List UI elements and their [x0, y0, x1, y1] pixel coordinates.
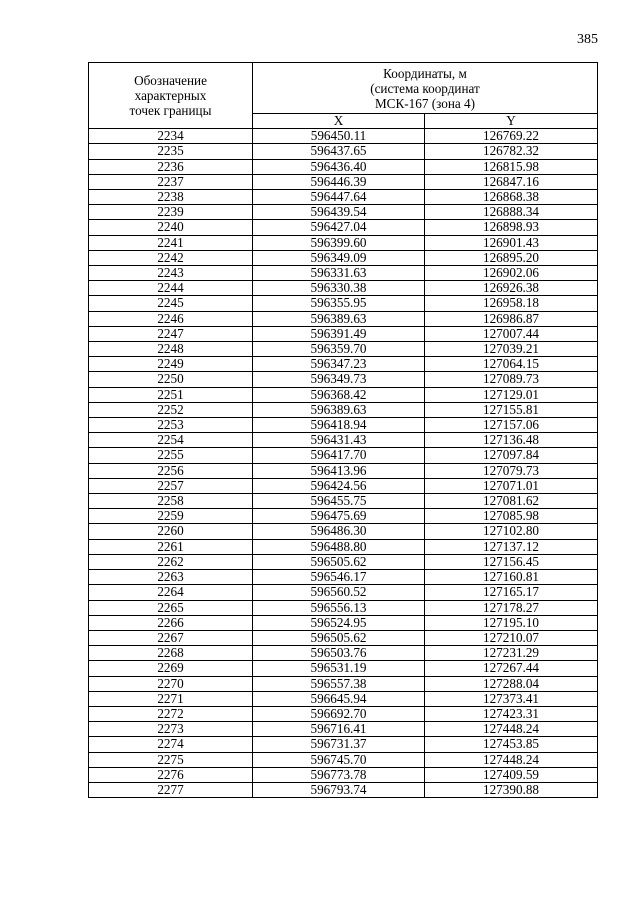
y-coordinate-cell: 126847.16 — [425, 174, 598, 189]
x-coordinate-cell: 596531.19 — [253, 661, 425, 676]
x-coordinate-cell: 596349.73 — [253, 372, 425, 387]
table-row — [89, 326, 598, 341]
y-coordinate-cell: 126926.38 — [425, 281, 598, 296]
header-label-line: характерных — [134, 88, 207, 104]
y-coordinate-cell: 127160.81 — [425, 570, 598, 585]
x-coordinate-cell: 596331.63 — [253, 266, 425, 281]
x-coordinate-cell: 596447.64 — [253, 190, 425, 205]
y-coordinate-cell: 127136.48 — [425, 433, 598, 448]
x-coordinate-cell: 596716.41 — [253, 722, 425, 737]
point-id-cell: 2237 — [89, 174, 253, 189]
point-id-cell: 2235 — [89, 144, 253, 159]
x-coordinate-cell: 596391.49 — [253, 326, 425, 341]
point-id-cell: 2275 — [89, 752, 253, 767]
x-coordinate-cell: 596349.09 — [253, 250, 425, 265]
header-label-line: точек границы — [129, 103, 212, 119]
point-id-cell: 2238 — [89, 190, 253, 205]
x-coordinate-cell: 596347.23 — [253, 357, 425, 372]
table-row — [89, 706, 598, 721]
y-coordinate-cell: 127390.88 — [425, 782, 598, 797]
x-coordinate-cell: 596368.42 — [253, 387, 425, 402]
header-label-line: Обозначение — [134, 73, 207, 89]
point-id-cell: 2247 — [89, 326, 253, 341]
y-coordinate-cell: 127157.06 — [425, 418, 598, 433]
y-coordinate-cell: 126888.34 — [425, 205, 598, 220]
y-coordinate-cell: 127129.01 — [425, 387, 598, 402]
point-id-cell: 2260 — [89, 524, 253, 539]
table-row — [89, 220, 598, 235]
y-coordinate-cell: 127137.12 — [425, 539, 598, 554]
table-row — [89, 387, 598, 402]
table-row — [89, 524, 598, 539]
page-number: 385 — [577, 32, 598, 47]
table-row — [89, 600, 598, 615]
point-id-cell: 2269 — [89, 661, 253, 676]
table-row — [89, 463, 598, 478]
point-id-cell: 2277 — [89, 782, 253, 797]
table-row — [89, 342, 598, 357]
y-coordinate-cell: 127071.01 — [425, 478, 598, 493]
x-coordinate-cell: 596503.76 — [253, 646, 425, 661]
y-coordinate-cell: 127079.73 — [425, 463, 598, 478]
x-coordinate-cell: 596450.11 — [253, 129, 425, 144]
table-row — [89, 250, 598, 265]
y-coordinate-cell: 127102.80 — [425, 524, 598, 539]
point-id-cell: 2248 — [89, 342, 253, 357]
x-coordinate-cell: 596437.65 — [253, 144, 425, 159]
y-coordinate-cell: 127453.85 — [425, 737, 598, 752]
point-id-cell: 2242 — [89, 250, 253, 265]
point-id-cell: 2254 — [89, 433, 253, 448]
x-coordinate-cell: 596475.69 — [253, 509, 425, 524]
x-coordinate-cell: 596355.95 — [253, 296, 425, 311]
x-coordinate-cell: 596427.04 — [253, 220, 425, 235]
header-y: Y — [425, 114, 598, 129]
y-coordinate-cell: 127373.41 — [425, 691, 598, 706]
x-coordinate-cell: 596399.60 — [253, 235, 425, 250]
point-id-cell: 2241 — [89, 235, 253, 250]
y-coordinate-cell: 126902.06 — [425, 266, 598, 281]
table-row — [89, 144, 598, 159]
table-row — [89, 752, 598, 767]
point-id-cell: 2261 — [89, 539, 253, 554]
table-row — [89, 281, 598, 296]
x-coordinate-cell: 596745.70 — [253, 752, 425, 767]
y-coordinate-cell: 127409.59 — [425, 767, 598, 782]
x-coordinate-cell: 596645.94 — [253, 691, 425, 706]
x-coordinate-cell: 596524.95 — [253, 615, 425, 630]
point-id-cell: 2257 — [89, 478, 253, 493]
point-id-cell: 2243 — [89, 266, 253, 281]
point-id-cell: 2246 — [89, 311, 253, 326]
y-coordinate-cell: 126898.93 — [425, 220, 598, 235]
point-id-cell: 2240 — [89, 220, 253, 235]
point-id-cell: 2259 — [89, 509, 253, 524]
table-row — [89, 722, 598, 737]
point-id-cell: 2249 — [89, 357, 253, 372]
y-coordinate-cell: 127267.44 — [425, 661, 598, 676]
y-coordinate-cell: 126782.32 — [425, 144, 598, 159]
table-row — [89, 129, 598, 144]
point-id-cell: 2256 — [89, 463, 253, 478]
x-coordinate-cell: 596439.54 — [253, 205, 425, 220]
y-coordinate-cell: 127064.15 — [425, 357, 598, 372]
x-coordinate-cell: 596436.40 — [253, 159, 425, 174]
point-id-cell: 2251 — [89, 387, 253, 402]
y-coordinate-cell: 127448.24 — [425, 752, 598, 767]
point-id-cell: 2234 — [89, 129, 253, 144]
x-coordinate-cell: 596389.63 — [253, 311, 425, 326]
table-row — [89, 372, 598, 387]
table-row — [89, 737, 598, 752]
header-point-label — [89, 63, 253, 129]
x-coordinate-cell: 596431.43 — [253, 433, 425, 448]
x-coordinate-cell: 596773.78 — [253, 767, 425, 782]
x-coordinate-cell: 596417.70 — [253, 448, 425, 463]
y-coordinate-cell: 126901.43 — [425, 235, 598, 250]
table-row — [89, 494, 598, 509]
point-id-cell: 2268 — [89, 646, 253, 661]
x-coordinate-cell: 596731.37 — [253, 737, 425, 752]
y-coordinate-cell: 127423.31 — [425, 706, 598, 721]
y-coordinate-cell: 126958.18 — [425, 296, 598, 311]
point-id-cell: 2266 — [89, 615, 253, 630]
y-coordinate-cell: 127097.84 — [425, 448, 598, 463]
x-coordinate-cell: 596488.80 — [253, 539, 425, 554]
table-row — [89, 478, 598, 493]
y-coordinate-cell: 127039.21 — [425, 342, 598, 357]
table-row — [89, 676, 598, 691]
x-coordinate-cell: 596793.74 — [253, 782, 425, 797]
y-coordinate-cell: 127007.44 — [425, 326, 598, 341]
x-coordinate-cell: 596486.30 — [253, 524, 425, 539]
x-coordinate-cell: 596692.70 — [253, 706, 425, 721]
point-id-cell: 2250 — [89, 372, 253, 387]
table-row — [89, 767, 598, 782]
y-coordinate-cell: 127156.45 — [425, 554, 598, 569]
table-row — [89, 433, 598, 448]
table-row — [89, 174, 598, 189]
table-row — [89, 691, 598, 706]
point-id-cell: 2276 — [89, 767, 253, 782]
table-row — [89, 615, 598, 630]
x-coordinate-cell: 596359.70 — [253, 342, 425, 357]
point-id-cell: 2272 — [89, 706, 253, 721]
y-coordinate-cell: 127178.27 — [425, 600, 598, 615]
x-coordinate-cell: 596505.62 — [253, 554, 425, 569]
x-coordinate-cell: 596418.94 — [253, 418, 425, 433]
table-row — [89, 448, 598, 463]
header-x: X — [253, 114, 425, 129]
x-coordinate-cell: 596455.75 — [253, 494, 425, 509]
point-id-cell: 2253 — [89, 418, 253, 433]
y-coordinate-cell: 126986.87 — [425, 311, 598, 326]
table-row — [89, 782, 598, 797]
x-coordinate-cell: 596546.17 — [253, 570, 425, 585]
y-coordinate-cell: 127155.81 — [425, 402, 598, 417]
point-id-cell: 2252 — [89, 402, 253, 417]
table-row — [89, 296, 598, 311]
x-coordinate-cell: 596389.63 — [253, 402, 425, 417]
point-id-cell: 2236 — [89, 159, 253, 174]
x-coordinate-cell: 596556.13 — [253, 600, 425, 615]
header-coords-line: Координаты, м — [383, 65, 467, 81]
point-id-cell: 2245 — [89, 296, 253, 311]
x-coordinate-cell: 596424.56 — [253, 478, 425, 493]
header-coordinates — [253, 63, 598, 114]
coordinates-table — [88, 62, 598, 798]
y-coordinate-cell: 127085.98 — [425, 509, 598, 524]
point-id-cell: 2267 — [89, 630, 253, 645]
y-coordinate-cell: 127448.24 — [425, 722, 598, 737]
y-coordinate-cell: 126769.22 — [425, 129, 598, 144]
x-coordinate-cell: 596505.62 — [253, 630, 425, 645]
point-id-cell: 2239 — [89, 205, 253, 220]
table-row — [89, 646, 598, 661]
table-row — [89, 402, 598, 417]
table-row — [89, 266, 598, 281]
table-row — [89, 235, 598, 250]
y-coordinate-cell: 127231.29 — [425, 646, 598, 661]
table-row — [89, 357, 598, 372]
x-coordinate-cell: 596560.52 — [253, 585, 425, 600]
x-coordinate-cell: 596330.38 — [253, 281, 425, 296]
table-row — [89, 585, 598, 600]
y-coordinate-cell: 127210.07 — [425, 630, 598, 645]
point-id-cell: 2255 — [89, 448, 253, 463]
y-coordinate-cell: 126895.20 — [425, 250, 598, 265]
table-row — [89, 554, 598, 569]
point-id-cell: 2270 — [89, 676, 253, 691]
table-body — [89, 129, 598, 798]
y-coordinate-cell: 126868.38 — [425, 190, 598, 205]
point-id-cell: 2264 — [89, 585, 253, 600]
point-id-cell: 2263 — [89, 570, 253, 585]
y-coordinate-cell: 127195.10 — [425, 615, 598, 630]
table-row — [89, 509, 598, 524]
table-row — [89, 661, 598, 676]
table-row — [89, 190, 598, 205]
table-row — [89, 570, 598, 585]
header-coords-line: МСК-167 (зона 4) — [374, 95, 476, 111]
point-id-cell: 2244 — [89, 281, 253, 296]
y-coordinate-cell: 127288.04 — [425, 676, 598, 691]
y-coordinate-cell: 127165.17 — [425, 585, 598, 600]
x-coordinate-cell: 596446.39 — [253, 174, 425, 189]
point-id-cell: 2262 — [89, 554, 253, 569]
y-coordinate-cell: 127089.73 — [425, 372, 598, 387]
y-coordinate-cell: 126815.98 — [425, 159, 598, 174]
point-id-cell: 2265 — [89, 600, 253, 615]
x-coordinate-cell: 596557.38 — [253, 676, 425, 691]
point-id-cell: 2274 — [89, 737, 253, 752]
point-id-cell: 2258 — [89, 494, 253, 509]
table-row — [89, 205, 598, 220]
x-coordinate-cell: 596413.96 — [253, 463, 425, 478]
table-row — [89, 311, 598, 326]
point-id-cell: 2271 — [89, 691, 253, 706]
header-coords-line: (система координат — [370, 80, 480, 96]
y-coordinate-cell: 127081.62 — [425, 494, 598, 509]
table-row — [89, 159, 598, 174]
table-row — [89, 630, 598, 645]
point-id-cell: 2273 — [89, 722, 253, 737]
table-row — [89, 418, 598, 433]
table-row — [89, 539, 598, 554]
